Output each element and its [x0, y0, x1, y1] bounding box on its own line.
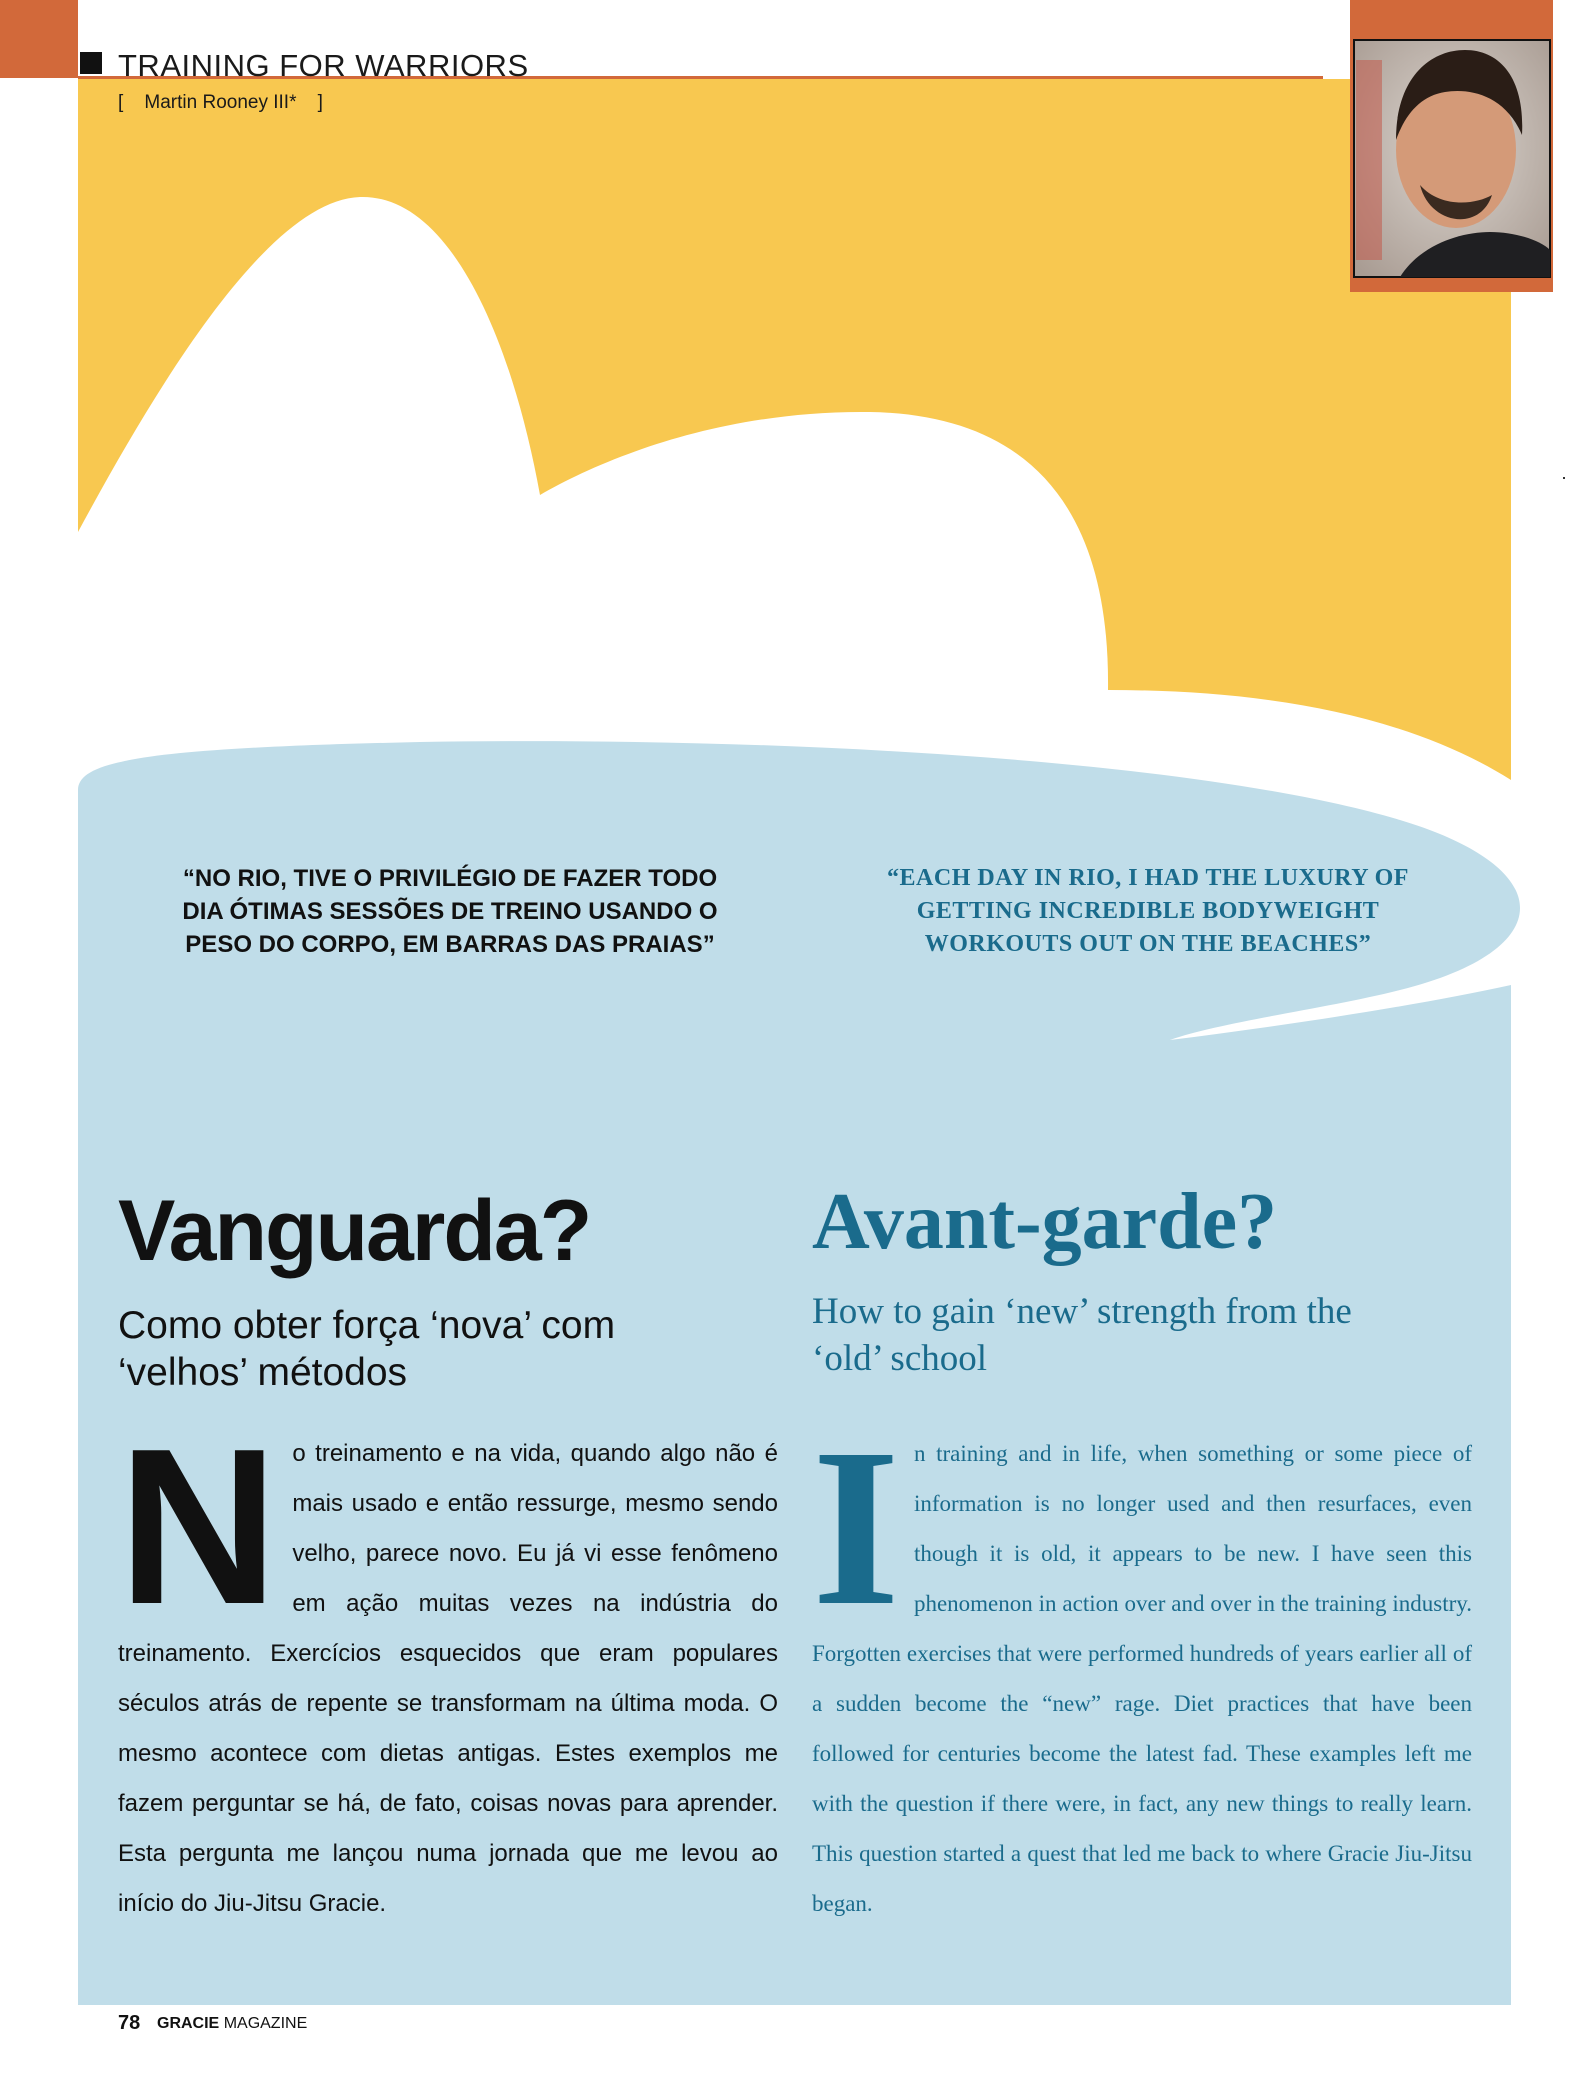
pull-quote-portuguese: “NO RIO, TIVE O PRIVILÉGIO DE FAZER TODO DIA ÓTIMAS SESSÕES DE TREINO USANDO O PESO DO CORPO, EM BARRAS DAS PRAIAS” — [182, 865, 718, 958]
section-marker-square — [80, 52, 102, 74]
drop-cap-portuguese: N — [118, 1403, 279, 1651]
photo-left-shelf — [1356, 60, 1382, 260]
body-text-portuguese — [118, 1403, 778, 1929]
subheadline-portuguese: Como obter força ‘nova’ com ‘velhos’ métodos — [118, 1304, 616, 1394]
body-paragraph-portuguese: o treinamento e na vida, quando algo não é mais usado e então ressurge, mesmo sendo velho, parece novo. Eu já vi esse fenômeno em ação muitas vezes na indústria do treinamento. Exercícios esquecidos que eram populares séculos atrás de repente se transformam na última moda. O mesmo acontece com dietas antigas. Estes exemplos me fazem perguntar se há, de fato, coisas novas para aprender. Esta pergunta me lançou numa jornada que me levou ao início do Jiu-Jitsu Gracie. — [118, 1440, 778, 1917]
headline-portuguese: Vanguarda? — [118, 1183, 591, 1279]
orange-corner-tab — [0, 0, 78, 78]
section-title: TRAINING FOR WARRIORS — [118, 48, 529, 83]
magazine-word: MAGAZINE — [223, 2015, 308, 2032]
magazine-name — [157, 2015, 307, 2033]
author-bracket-open: [ — [118, 92, 124, 113]
magazine-brand: GRACIE — [157, 2015, 220, 2032]
drop-cap-english: I — [812, 1402, 900, 1652]
headline-english: Avant-garde? — [812, 1178, 1278, 1266]
subheadline-english: How to gain ‘new’ strength from the ‘old’ school — [812, 1291, 1352, 1379]
author-bracket-close: ] — [317, 92, 323, 113]
author-credit — [118, 92, 323, 114]
author-name: Martin Rooney III* — [144, 92, 297, 113]
body-text-english — [812, 1402, 1472, 1929]
pull-quote-english: “EACH DAY IN RIO, I HAD THE LUXURY OF GETTING INCREDIBLE BODYWEIGHT WORKOUTS OUT ON THE BEACHES” — [887, 865, 1409, 957]
body-paragraph-english: n training and in life, when something or some piece of information is no longer used and then resurfaces, even though it is old, it appears to be new. I have seen this phenomenon in action over and over in the training industry. Forgotten exercises that were performed hundreds of years earlier all of a sudden become the “new” rage. Diet practices that have been followed for centuries become the latest fad. These examples left me with the question if there were, in fact, any new things to really learn. This question started a quest that led me back to where Gracie Jiu-Jitsu began. — [812, 1441, 1472, 1916]
page-number: 78 — [118, 2012, 141, 2034]
